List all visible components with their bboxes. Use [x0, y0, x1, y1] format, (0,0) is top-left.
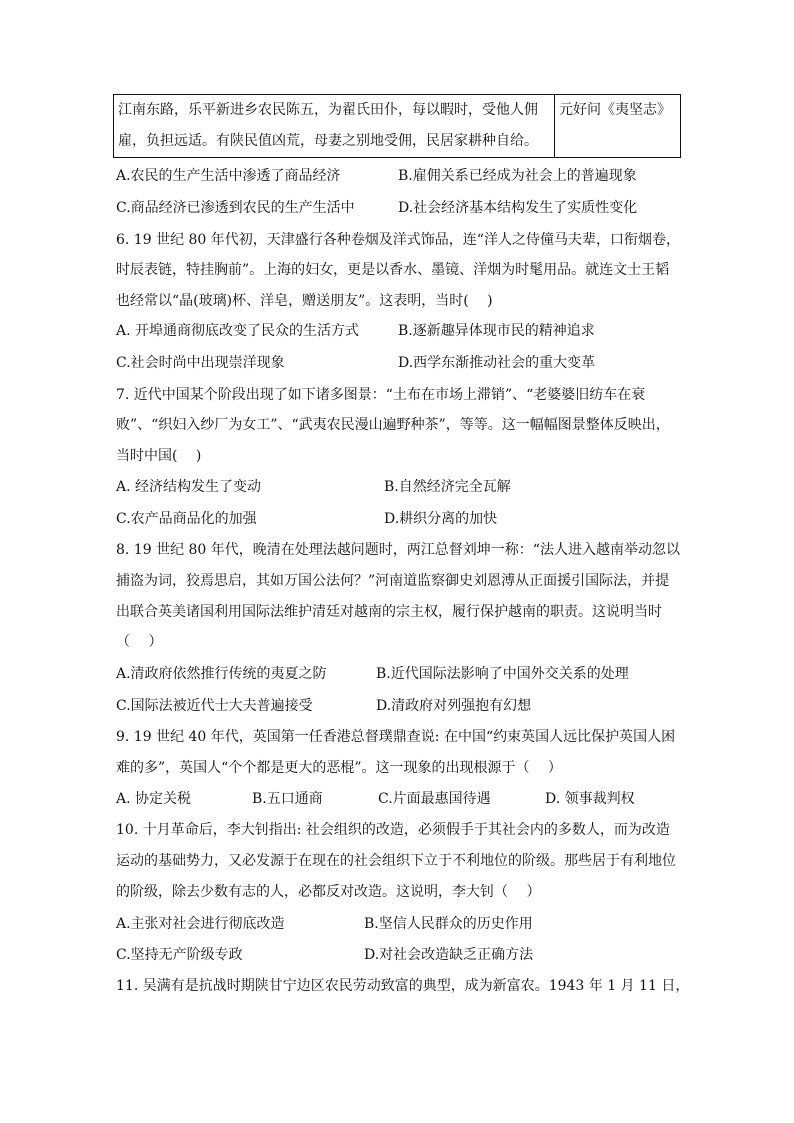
q8-option-c[interactable]: C.国际法被近代士大夫普遍接受 [116, 698, 313, 714]
q10-stem-line: 运动的基础势力，又必发源于在现在的社会组织下立于不利地位的阶级。那些居于有利地位 [116, 853, 676, 869]
q6-stem-line: 也经常以“晶(玻璃)杯、洋皂，赠送朋友”。这表明，当时( ) [116, 293, 493, 309]
q11-stem-line: 11. 吴满有是抗战时期陕甘宁边区农民劳动致富的典型，成为新富农。1943 年 1 月 11 日， [116, 978, 690, 994]
q6-stem-line: 时辰表链，特挂胸前”。上海的妇女，更是以香水、墨镜、洋烟为时髦用品。就连文士王韬 [116, 262, 670, 278]
q8-option-d[interactable]: D.清政府对列强抱有幻想 [376, 698, 532, 714]
q7-option-a[interactable]: A. 经济结构发生了变动 [116, 479, 262, 495]
q5-option-b[interactable]: B.雇佣关系已经成为社会上的普遍现象 [398, 168, 637, 184]
q5-option-c[interactable]: C.商品经济已渗透到农民的生产生活中 [116, 200, 355, 216]
q7-stem-line: 7. 近代中国某个阶段出现了如下诸多图景：“土布在市场上滞销”、“老婆婆旧纺车在衰 [116, 387, 646, 403]
q6-option-a[interactable]: A. 开埠通商彻底改变了民众的生活方式 [116, 323, 360, 339]
q9-stem-line: 难的多”，英国人“个个都是更大的恶棍”。这一现象的出现根源于（ ） [116, 760, 562, 776]
q10-option-a[interactable]: A.主张对社会进行彻底改造 [116, 916, 285, 932]
source-text-line: 雇，负担远适。有陕民值凶荒，母妻之别地受佣，民居家耕种自给。 [118, 133, 538, 149]
q5-option-d[interactable]: D.社会经济基本结构发生了实质性变化 [398, 200, 638, 216]
q7-option-c[interactable]: C.农产品商品化的加强 [116, 511, 257, 527]
source-text-line: 江南东路，乐平新进乡农民陈五，为翟氏田仆，每以暇时，受他人佣 [118, 102, 538, 118]
q7-stem-line: 败”、“织妇入纱厂为女工”、“武夷农民漫山遍野种茶”，等等。这一幅幅图景整体反映出， [116, 417, 670, 433]
q8-stem-line: 捕盗为词，狡焉思启，其如万国公法何？”河南道监察御史刘恩溥从正面援引国际法，并提 [116, 573, 670, 589]
source-citation-cell: 元好问《夷坚志》 [555, 95, 681, 158]
q7-stem-line: 当时中国( ) [116, 448, 202, 464]
q5-option-a[interactable]: A.农民的生产生活中渗透了商品经济 [116, 168, 341, 184]
source-table [113, 94, 681, 158]
q10-option-c[interactable]: C.坚持无产阶级专政 [116, 947, 243, 963]
q8-option-b[interactable]: B.近代国际法影响了中国外交关系的处理 [376, 666, 629, 682]
q8-option-a[interactable]: A.清政府依然推行传统的夷夏之防 [116, 666, 327, 682]
q7-option-d[interactable]: D.耕织分离的加快 [384, 511, 498, 527]
q8-stem-line: （ ） [116, 634, 163, 650]
q10-stem-line: 10. 十月革命后，李大钊指出: 社会组织的改造，必须假手于其社会内的多数人，而为改造 [116, 822, 670, 838]
q8-stem-line: 8. 19 世纪 80 年代，晚清在处理法越问题时，两江总督刘坤一称：“法人进入越南举动忽以 [116, 542, 680, 558]
source-text-cell [114, 95, 555, 158]
q9-option-b[interactable]: B.五口通商 [252, 791, 323, 807]
q6-option-b[interactable]: B.逐新趣异体现市民的精神追求 [398, 323, 595, 339]
q10-option-b[interactable]: B.坚信人民群众的历史作用 [364, 916, 533, 932]
q6-option-d[interactable]: D.西学东渐推动社会的重大变革 [398, 355, 596, 371]
q9-option-a[interactable]: A. 协定关税 [116, 791, 192, 807]
q6-option-c[interactable]: C.社会时尚中出现崇洋现象 [116, 355, 285, 371]
q10-option-d[interactable]: D.对社会改造缺乏正确方法 [364, 947, 534, 963]
q9-option-c[interactable]: C.片面最惠国待遇 [378, 791, 491, 807]
q10-stem-line: 的阶级，除去少数有志的人，必都反对改造。这说明，李大钊（ ） [116, 884, 541, 900]
q9-option-d[interactable]: D. 领事裁判权 [545, 791, 635, 807]
q6-stem-line: 6. 19 世纪 80 年代初，天津盛行各种卷烟及洋式饰品，连“洋人之侍僮马夫辈，口衔烟卷， [116, 232, 680, 248]
q8-stem-line: 出联合英美诸国利用国际法维护清廷对越南的宗主权，履行保护越南的职责。这说明当时 [116, 604, 662, 620]
q7-option-b[interactable]: B.自然经济完全瓦解 [384, 479, 511, 495]
q9-stem-line: 9. 19 世纪 40 年代，英国第一任香港总督璞鼎查说: 在中国“约束英国人远比保护英国人困 [116, 729, 676, 745]
